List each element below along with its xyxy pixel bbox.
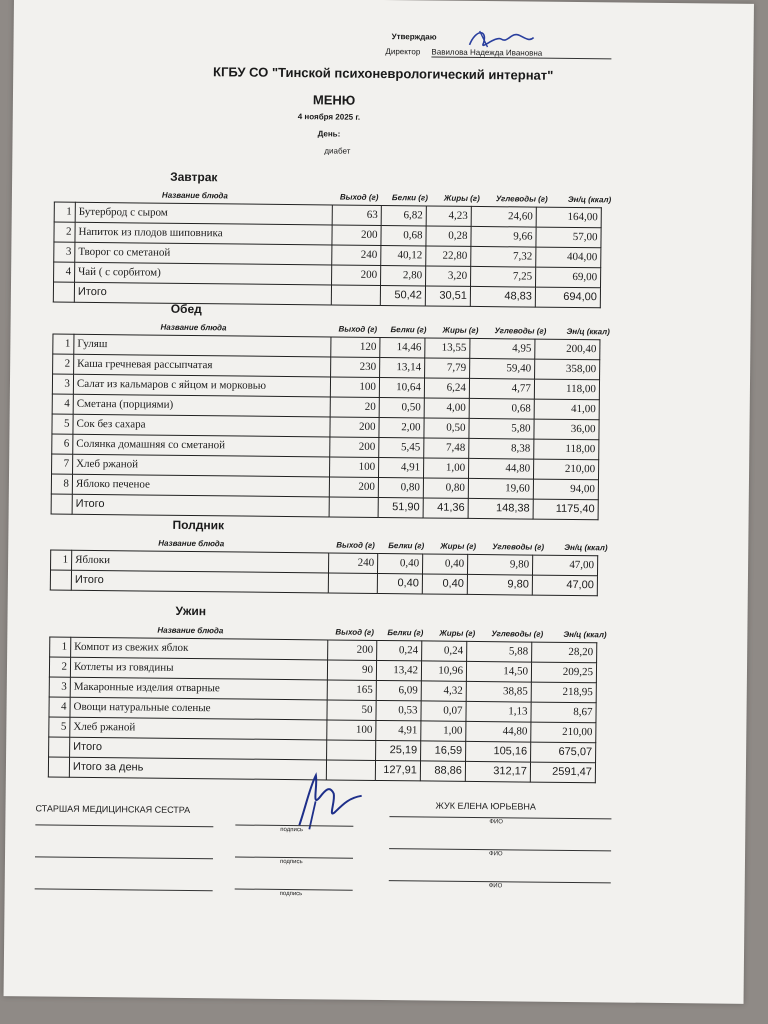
dish-energy: 209,25 bbox=[531, 662, 596, 683]
col-header-name: Название блюда bbox=[160, 322, 227, 333]
breakfast-table bbox=[53, 202, 602, 309]
organization-title: КГБУ СО "Тинской психоневрологический интернат" bbox=[213, 64, 554, 83]
row-number: 6 bbox=[52, 434, 73, 454]
total-carbs: 105,16 bbox=[466, 741, 531, 762]
dish-name: Хлеб ржаной bbox=[70, 717, 327, 740]
dish-fats: 0,80 bbox=[423, 478, 468, 498]
col-header-name: Название блюда bbox=[158, 538, 225, 549]
total-energy: 47,00 bbox=[532, 575, 597, 596]
col-header-energy: Эн/ц (ккал) bbox=[563, 629, 607, 640]
dish-name: Творог со сметаной bbox=[75, 242, 332, 265]
total-label: Итого bbox=[72, 494, 329, 517]
total-carbs: 148,38 bbox=[468, 498, 533, 519]
dish-carbs: 9,66 bbox=[471, 226, 536, 247]
director-name: Вавилова Надежда Ивановна bbox=[431, 48, 611, 60]
dish-proteins: 2,80 bbox=[381, 265, 426, 285]
dish-name: Гуляш bbox=[74, 334, 331, 357]
fio-caption: ФИО bbox=[489, 851, 503, 858]
row-number bbox=[50, 570, 71, 590]
dish-energy: 94,00 bbox=[533, 479, 598, 500]
dinner-table bbox=[48, 637, 597, 784]
dish-output: 230 bbox=[331, 357, 380, 378]
section-title-breakfast: Завтрак bbox=[170, 169, 218, 185]
approve-label: Утверждаю bbox=[391, 32, 437, 42]
total-fats: 30,51 bbox=[425, 286, 470, 306]
dish-energy: 200,40 bbox=[535, 339, 600, 360]
dish-carbs: 14,50 bbox=[466, 661, 531, 682]
dish-output: 100 bbox=[330, 457, 379, 478]
dish-carbs: 1,13 bbox=[466, 701, 531, 722]
total-output bbox=[331, 285, 380, 306]
dish-proteins: 0,80 bbox=[378, 477, 423, 497]
total-label: Итого bbox=[70, 737, 327, 760]
col-header-output: Выход (г) bbox=[336, 540, 375, 550]
dish-proteins: 10,64 bbox=[379, 377, 424, 397]
dish-name: Каша гречневая рассыпчатая bbox=[74, 354, 331, 377]
section-title-snack: Полдник bbox=[172, 517, 225, 533]
row-number: 2 bbox=[54, 222, 75, 242]
dish-proteins: 2,00 bbox=[379, 417, 424, 437]
col-header-carbs: Углеводы (г) bbox=[495, 194, 548, 204]
dish-name: Салат из кальмаров с яйцом и морковью bbox=[73, 374, 330, 397]
dish-energy: 118,00 bbox=[534, 439, 599, 460]
dish-carbs: 5,88 bbox=[467, 641, 532, 662]
col-header-output: Выход (г) bbox=[339, 192, 379, 202]
row-number: 1 bbox=[50, 637, 71, 657]
dish-energy: 41,00 bbox=[534, 399, 599, 420]
row-number: 3 bbox=[49, 677, 70, 697]
sign-caption: подпись bbox=[279, 858, 303, 866]
row-number: 4 bbox=[52, 394, 73, 414]
signature-line bbox=[35, 888, 213, 891]
dish-carbs: 4,77 bbox=[469, 378, 534, 399]
sign-caption: подпись bbox=[279, 890, 303, 898]
total-output bbox=[329, 497, 378, 518]
row-number bbox=[48, 757, 69, 777]
total-fats: 41,36 bbox=[423, 498, 468, 518]
dish-fats: 10,96 bbox=[421, 661, 466, 681]
dish-output: 200 bbox=[330, 437, 379, 458]
row-number bbox=[53, 282, 74, 302]
dish-name: Сметана (порциями) bbox=[73, 394, 330, 417]
row-number bbox=[51, 494, 72, 514]
dish-name: Яблоки bbox=[72, 550, 329, 573]
dish-name: Бутерброд с сыром bbox=[75, 202, 332, 225]
dish-carbs: 44,80 bbox=[468, 458, 533, 479]
dish-fats: 0,40 bbox=[422, 554, 467, 574]
total-energy: 1175,40 bbox=[533, 499, 598, 520]
dish-output: 240 bbox=[332, 245, 381, 266]
dish-fats: 7,79 bbox=[425, 358, 470, 378]
total-proteins: 0,40 bbox=[377, 573, 422, 593]
col-header-fats: Жиры (г) bbox=[439, 628, 476, 638]
row-number: 3 bbox=[52, 374, 73, 394]
dish-proteins: 0,68 bbox=[381, 225, 426, 245]
total-energy: 675,07 bbox=[531, 742, 596, 763]
dish-output: 200 bbox=[332, 265, 381, 286]
dish-carbs: 0,68 bbox=[469, 398, 534, 419]
day-total-energy: 2591,47 bbox=[530, 762, 595, 783]
signature-line bbox=[35, 856, 213, 859]
dish-energy: 164,00 bbox=[536, 207, 601, 228]
total-carbs: 9,80 bbox=[467, 574, 532, 595]
dish-carbs: 7,32 bbox=[471, 246, 536, 267]
col-header-energy: Эн/ц (ккал) bbox=[566, 326, 610, 337]
total-energy: 694,00 bbox=[535, 287, 600, 308]
col-header-name: Название блюда bbox=[161, 190, 228, 201]
row-number: 4 bbox=[54, 262, 75, 282]
dish-energy: 210,00 bbox=[533, 459, 598, 480]
dish-proteins: 0,50 bbox=[379, 397, 424, 417]
dish-output: 20 bbox=[330, 397, 379, 418]
row-number: 2 bbox=[53, 354, 74, 374]
col-header-energy: Эн/ц (ккал) bbox=[567, 194, 612, 205]
dish-proteins: 5,45 bbox=[379, 437, 424, 457]
dish-name: Чай ( с сорбитом) bbox=[75, 262, 332, 285]
dish-carbs: 5,80 bbox=[469, 418, 534, 439]
total-label: Итого bbox=[71, 570, 328, 593]
dish-carbs: 7,25 bbox=[471, 266, 536, 287]
dish-output: 240 bbox=[328, 553, 377, 574]
total-fats: 0,40 bbox=[422, 574, 467, 594]
dish-proteins: 6,82 bbox=[381, 205, 426, 225]
dish-carbs: 9,80 bbox=[467, 554, 532, 575]
section-title-lunch: Обед bbox=[170, 301, 202, 317]
dish-output: 200 bbox=[329, 477, 378, 498]
dish-proteins: 0,24 bbox=[377, 640, 422, 660]
signer-role: СТАРШАЯ МЕДИЦИНСКАЯ СЕСТРА bbox=[35, 803, 191, 816]
dish-name: Сок без сахара bbox=[73, 414, 330, 437]
day-label: День: bbox=[317, 129, 341, 139]
col-header-carbs: Углеводы (г) bbox=[491, 629, 544, 639]
dish-fats: 4,32 bbox=[421, 681, 466, 701]
col-header-fats: Жиры (г) bbox=[443, 193, 480, 204]
total-fats: 16,59 bbox=[421, 741, 466, 761]
dish-fats: 4,23 bbox=[426, 206, 471, 226]
dish-output: 200 bbox=[332, 225, 381, 246]
col-header-carbs: Углеводы (г) bbox=[494, 326, 547, 336]
dish-output: 200 bbox=[328, 640, 377, 661]
day-total-proteins: 127,91 bbox=[375, 760, 420, 780]
dish-energy: 218,95 bbox=[531, 682, 596, 703]
dish-fats: 0,50 bbox=[424, 418, 469, 438]
row-number: 8 bbox=[51, 474, 72, 494]
total-proteins: 25,19 bbox=[376, 740, 421, 760]
dish-output: 200 bbox=[330, 417, 379, 438]
col-header-output: Выход (г) bbox=[338, 324, 378, 334]
dish-name: Солянка домашняя со сметаной bbox=[73, 434, 330, 457]
dish-energy: 57,00 bbox=[536, 227, 601, 248]
dish-proteins: 14,46 bbox=[380, 337, 425, 357]
sign-caption: подпись bbox=[280, 826, 304, 834]
menu-document bbox=[4, 0, 754, 1004]
dish-proteins: 13,14 bbox=[380, 357, 425, 377]
dish-energy: 118,00 bbox=[534, 379, 599, 400]
dish-energy: 358,00 bbox=[535, 359, 600, 380]
dish-fats: 0,24 bbox=[422, 641, 467, 661]
dish-output: 100 bbox=[330, 377, 379, 398]
total-proteins: 50,42 bbox=[380, 285, 425, 305]
day-total-carbs: 312,17 bbox=[465, 761, 530, 782]
dish-proteins: 6,09 bbox=[376, 680, 421, 700]
day-total-fats: 88,86 bbox=[420, 761, 465, 781]
dish-carbs: 8,38 bbox=[469, 438, 534, 459]
row-number: 7 bbox=[52, 454, 73, 474]
dish-energy: 47,00 bbox=[532, 555, 597, 576]
col-header-proteins: Белки (г) bbox=[387, 628, 424, 638]
row-number: 5 bbox=[52, 414, 73, 434]
col-header-output: Выход (г) bbox=[335, 627, 374, 637]
dish-fats: 13,55 bbox=[425, 338, 470, 358]
dish-name: Компот из свежих яблок bbox=[71, 637, 328, 660]
dish-name: Хлеб ржаной bbox=[73, 454, 330, 477]
dish-output: 63 bbox=[332, 205, 381, 226]
col-header-proteins: Белки (г) bbox=[390, 325, 427, 335]
dish-output: 120 bbox=[331, 337, 380, 358]
dish-energy: 404,00 bbox=[536, 247, 601, 268]
total-output bbox=[328, 573, 377, 594]
dish-energy: 69,00 bbox=[536, 267, 601, 288]
dish-carbs: 44,80 bbox=[466, 721, 531, 742]
dish-name: Макаронные изделия отварные bbox=[70, 677, 327, 700]
dish-energy: 210,00 bbox=[531, 722, 596, 743]
dish-fats: 1,00 bbox=[421, 721, 466, 741]
menu-date: 4 ноября 2025 г. bbox=[297, 112, 361, 122]
dish-energy: 8,67 bbox=[531, 702, 596, 723]
dish-proteins: 0,40 bbox=[377, 553, 422, 573]
dish-proteins: 13,42 bbox=[376, 660, 421, 680]
dish-proteins: 4,91 bbox=[376, 720, 421, 740]
row-number: 5 bbox=[49, 717, 70, 737]
col-header-proteins: Белки (г) bbox=[391, 193, 428, 203]
dish-proteins: 0,53 bbox=[376, 700, 421, 720]
dish-energy: 28,20 bbox=[532, 642, 597, 663]
dish-name: Котлеты из говядины bbox=[70, 657, 327, 680]
dish-carbs: 4,95 bbox=[470, 338, 535, 359]
day-total-label: Итого за день bbox=[69, 757, 326, 780]
col-header-fats: Жиры (г) bbox=[440, 541, 477, 551]
dish-fats: 0,28 bbox=[426, 226, 471, 246]
total-carbs: 48,83 bbox=[470, 286, 535, 307]
snack-table bbox=[50, 550, 598, 597]
dish-fats: 6,24 bbox=[424, 378, 469, 398]
total-label: Итого bbox=[74, 282, 331, 305]
dish-fats: 22,80 bbox=[426, 246, 471, 266]
signer-name: ЖУК ЕЛЕНА ЮРЬЕВНА bbox=[435, 800, 537, 812]
dish-proteins: 40,12 bbox=[381, 245, 426, 265]
dish-output: 100 bbox=[327, 720, 376, 741]
col-header-proteins: Белки (г) bbox=[388, 541, 425, 551]
dish-carbs: 24,60 bbox=[471, 206, 536, 227]
row-number bbox=[49, 737, 70, 757]
lunch-table bbox=[51, 334, 601, 521]
dish-carbs: 38,85 bbox=[466, 681, 531, 702]
menu-title: МЕНЮ bbox=[312, 92, 356, 108]
signature-line bbox=[35, 824, 213, 827]
dish-carbs: 59,40 bbox=[470, 358, 535, 379]
row-number: 4 bbox=[49, 697, 70, 717]
total-output bbox=[327, 740, 376, 761]
col-header-fats: Жиры (г) bbox=[442, 325, 479, 336]
fio-caption: ФИО bbox=[488, 883, 503, 890]
fio-caption: ФИО bbox=[489, 819, 503, 826]
director-label: Директор bbox=[385, 47, 421, 57]
col-header-name: Название блюда bbox=[157, 625, 224, 636]
dish-output: 165 bbox=[327, 680, 376, 701]
dish-fats: 0,07 bbox=[421, 701, 466, 721]
dish-energy: 36,00 bbox=[534, 419, 599, 440]
diet-label: диабет bbox=[324, 146, 351, 156]
dish-fats: 1,00 bbox=[423, 458, 468, 478]
row-number: 3 bbox=[54, 242, 75, 262]
total-proteins: 51,90 bbox=[378, 497, 423, 517]
dish-fats: 3,20 bbox=[426, 266, 471, 286]
dish-fats: 4,00 bbox=[424, 398, 469, 418]
row-number: 1 bbox=[53, 334, 74, 354]
row-number: 1 bbox=[51, 550, 72, 570]
dish-carbs: 19,60 bbox=[468, 478, 533, 499]
dish-output: 50 bbox=[327, 700, 376, 721]
dish-proteins: 4,91 bbox=[378, 457, 423, 477]
row-number: 1 bbox=[54, 202, 75, 222]
dish-fats: 7,48 bbox=[424, 438, 469, 458]
col-header-energy: Эн/ц (ккал) bbox=[564, 542, 608, 553]
col-header-carbs: Углеводы (г) bbox=[492, 542, 545, 552]
section-title-dinner: Ужин bbox=[175, 603, 207, 619]
row-number: 2 bbox=[49, 657, 70, 677]
dish-output: 90 bbox=[327, 660, 376, 681]
dish-name: Овощи натуральные соленые bbox=[70, 697, 327, 720]
dish-name: Яблоко печеное bbox=[72, 474, 329, 497]
dish-name: Напиток из плодов шиповника bbox=[75, 222, 332, 245]
